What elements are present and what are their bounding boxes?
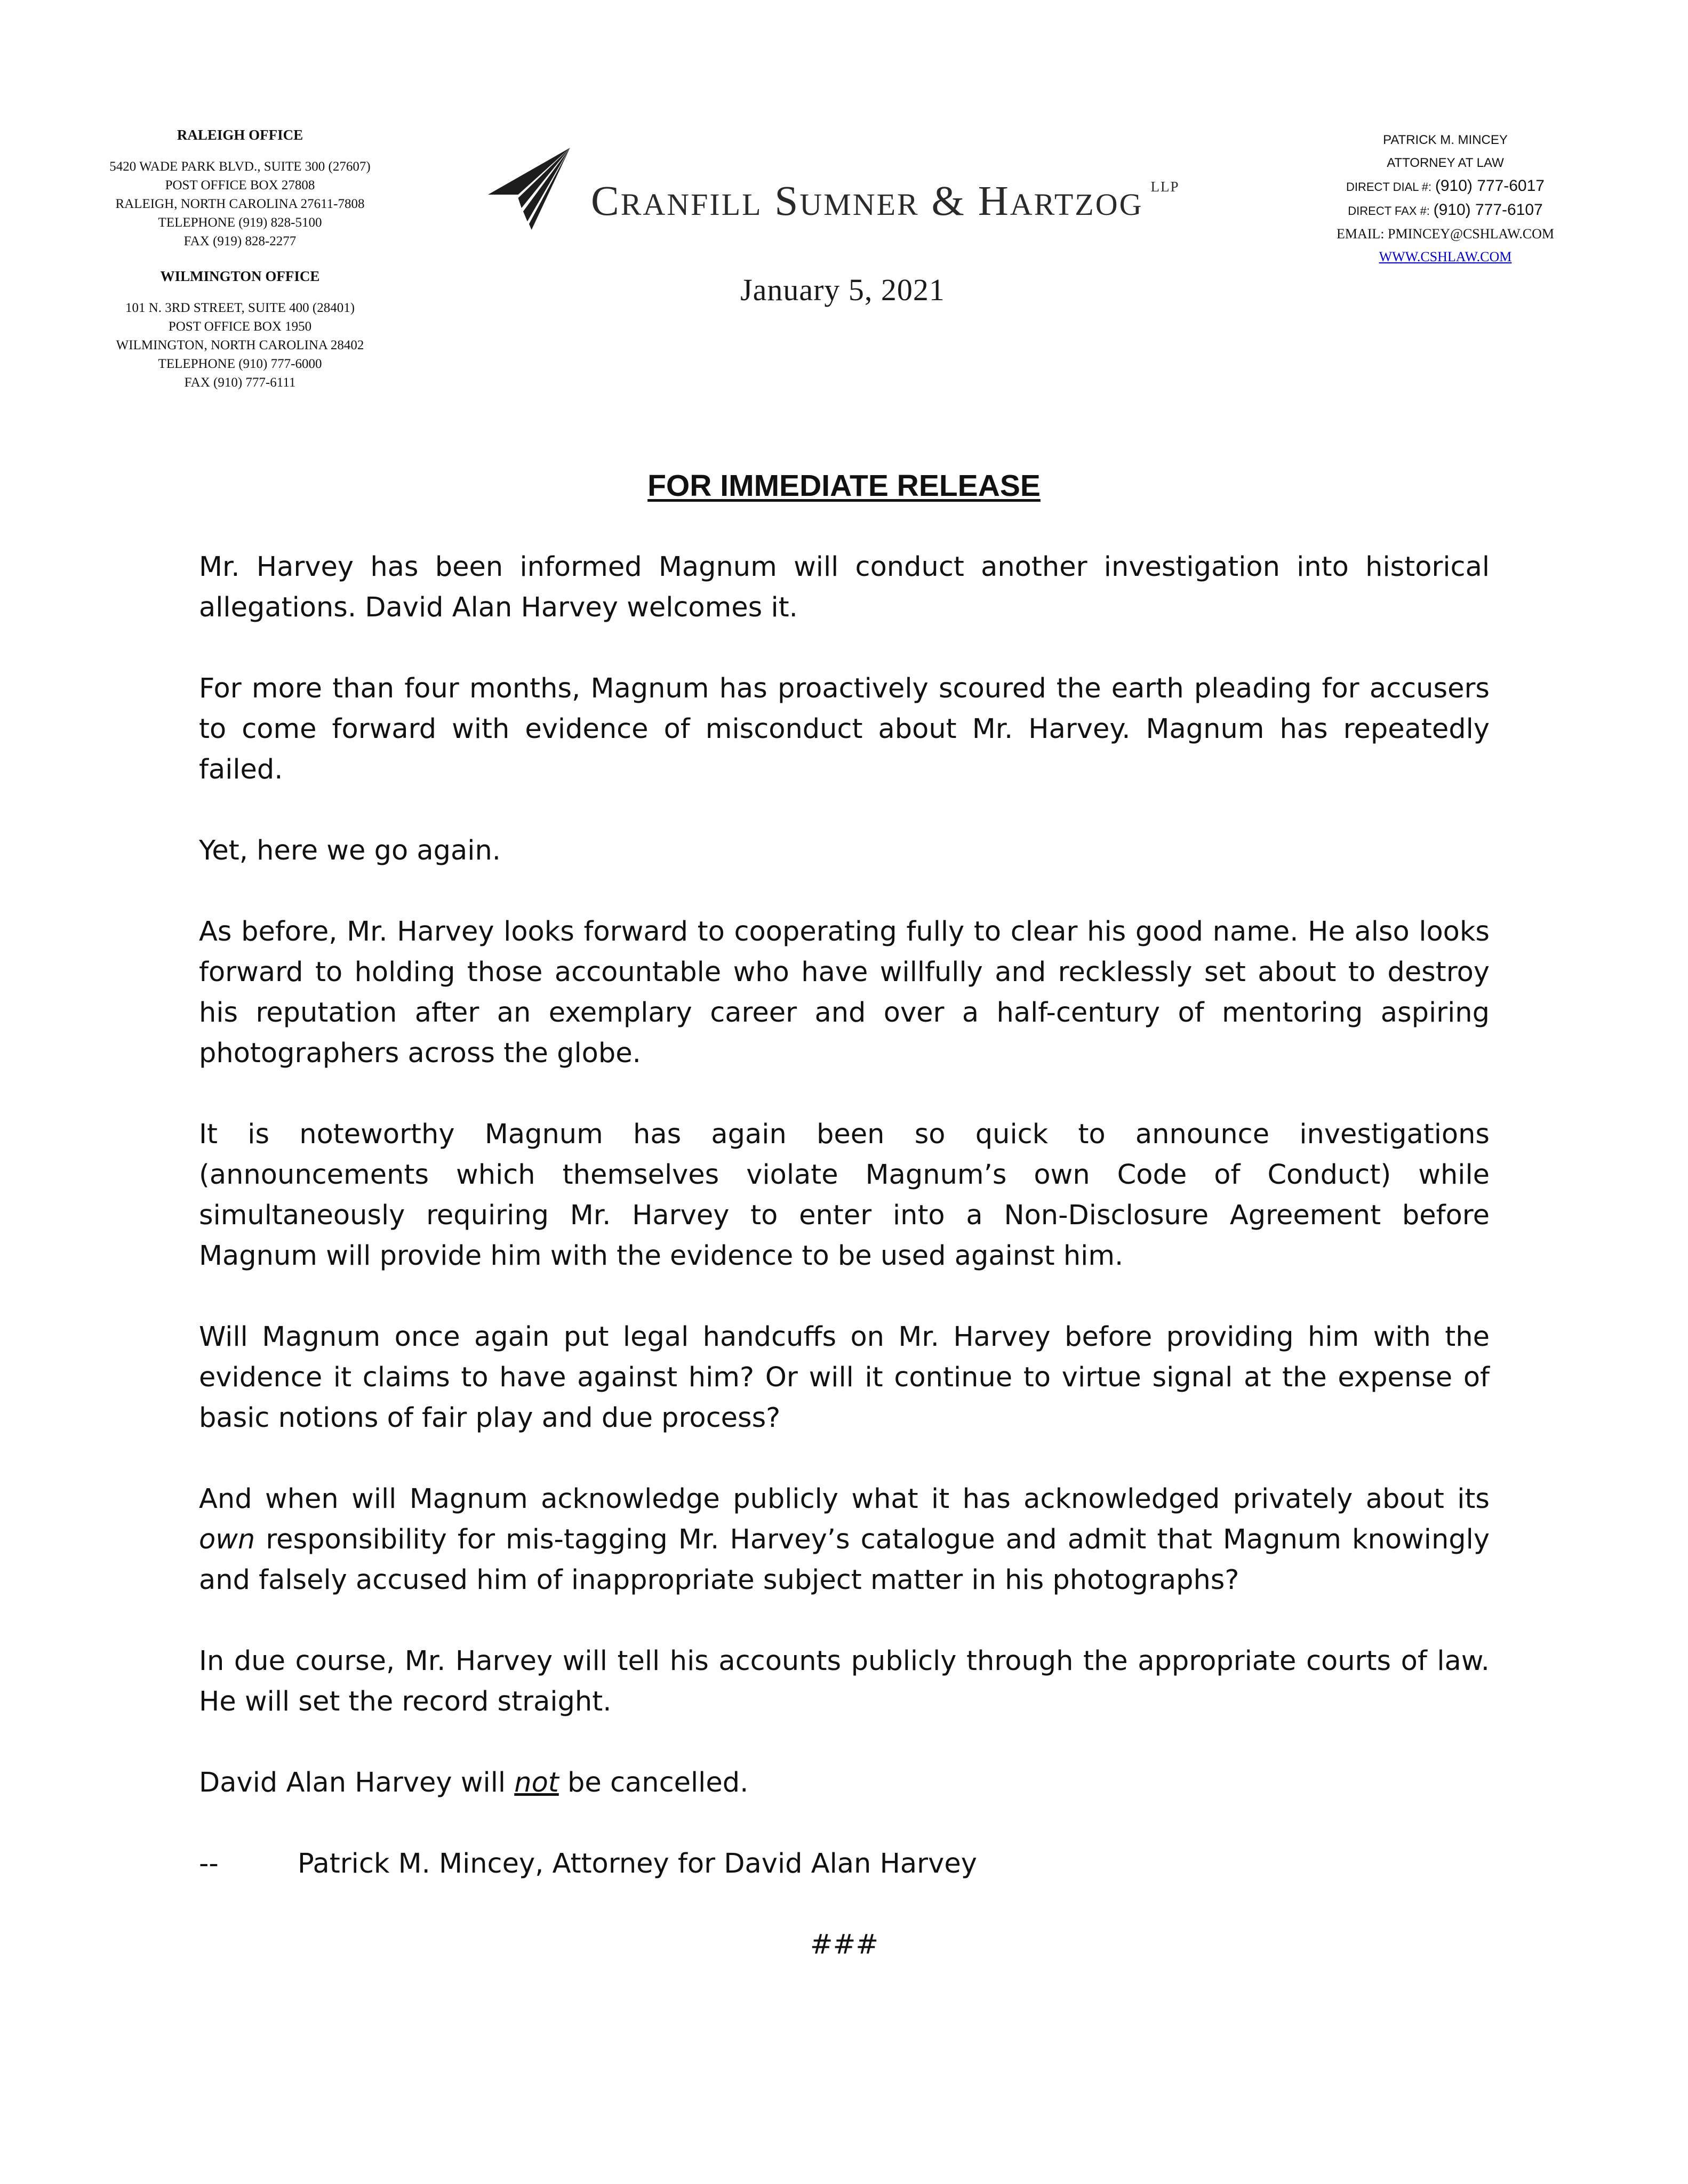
paragraph-7-start: And when will Magnum acknowledge publicly what it has acknowledged privately about its xyxy=(199,1483,1490,1515)
direct-fax xyxy=(1307,198,1584,222)
paragraph-7 xyxy=(199,1479,1490,1601)
direct-fax-number: (910) 777-6107 xyxy=(1433,201,1543,219)
firm-initial-h: H xyxy=(978,178,1010,224)
wilmington-fax: FAX (910) 777-6111 xyxy=(184,375,296,390)
wilmington-po-box: POST OFFICE BOX 1950 xyxy=(168,319,312,334)
raleigh-office-title: RALEIGH OFFICE xyxy=(177,127,303,143)
raleigh-address-line: 5420 WADE PARK BLVD., SUITE 300 (27607) xyxy=(109,159,371,174)
paragraph-7-end: responsibility for mis-tagging Mr. Harvey’s catalogue and admit that Magnum knowingly and falsely accused him of inappropriate subject matter in his photographs? xyxy=(199,1524,1490,1596)
signature-line xyxy=(199,1844,1490,1884)
attorney-email: EMAIL: PMINCEY@CSHLAW.COM xyxy=(1336,226,1555,242)
emphasis-own: own xyxy=(199,1524,255,1555)
firm-word-artzog: ARTZOG xyxy=(1010,187,1143,222)
firm-name xyxy=(591,163,1199,229)
wilmington-city: WILMINGTON, NORTH CAROLINA 28402 xyxy=(116,338,364,352)
firm-word-umner: UMNER xyxy=(799,187,919,222)
paragraph-4: As before, Mr. Harvey looks forward to cooperating fully to clear his good name. He also looks forward to holding those accountable who have willfully and recklessly set about to destroy his reputation after an exemplary career and over a half-century of mentoring aspiring photographers across the globe. xyxy=(199,916,1490,1069)
paragraph-9 xyxy=(199,1763,1490,1803)
raleigh-city: RALEIGH, NORTH CAROLINA 27611-7808 xyxy=(115,197,365,211)
letter-date: January 5, 2021 xyxy=(740,272,945,307)
wilmington-office-title: WILMINGTON OFFICE xyxy=(160,268,320,284)
wilmington-address-line: 101 N. 3RD STREET, SUITE 400 (28401) xyxy=(125,301,355,315)
raleigh-office-address xyxy=(75,157,405,251)
firm-word-ranfill: RANFILL xyxy=(620,187,763,222)
paragraph-1: Mr. Harvey has been informed Magnum will conduct another investigation into historical allegations. David Alan Harvey welcomes it. xyxy=(199,551,1490,623)
firm-website-link[interactable]: WWW.CSHLAW.COM xyxy=(1379,249,1512,264)
wilmington-telephone: TELEPHONE (910) 777-6000 xyxy=(158,357,322,371)
end-mark: ### xyxy=(810,1929,879,1961)
direct-fax-label: DIRECT FAX #: xyxy=(1348,204,1430,218)
direct-dial xyxy=(1307,174,1584,198)
wilmington-office-address xyxy=(75,299,405,392)
paper-plane-logo-icon xyxy=(488,146,572,230)
signature-dash: -- xyxy=(199,1848,219,1880)
attorney-name: PATRICK M. MINCEY xyxy=(1383,133,1508,147)
raleigh-telephone: TELEPHONE (919) 828-5100 xyxy=(158,215,322,230)
release-body xyxy=(199,547,1490,2006)
paragraph-6: Will Magnum once again put legal handcuffs on Mr. Harvey before providing him with the evidence it claims to have against him? Or will it continue to virtue signal at the expense of basic notions of fair play and due process? xyxy=(199,1321,1490,1434)
paragraph-9-start: David Alan Harvey will xyxy=(199,1767,515,1798)
office-addresses xyxy=(75,126,405,392)
paragraph-3: Yet, here we go again. xyxy=(199,835,501,866)
attorney-contact xyxy=(1307,129,1584,268)
signature-text: Patrick M. Mincey, Attorney for David Alan Harvey xyxy=(298,1848,977,1880)
firm-ampersand: & xyxy=(931,178,966,224)
paragraph-9-end: be cancelled. xyxy=(558,1767,749,1798)
emphasis-not: not xyxy=(514,1767,559,1798)
firm-initial-c: C xyxy=(591,178,621,224)
attorney-title: ATTORNEY AT LAW xyxy=(1387,156,1504,170)
raleigh-fax: FAX (919) 828-2277 xyxy=(183,234,297,248)
raleigh-po-box: POST OFFICE BOX 27808 xyxy=(165,178,315,192)
paragraph-8: In due course, Mr. Harvey will tell his accounts publicly through the appropriate courts of law. He will set the record straight. xyxy=(199,1645,1490,1717)
direct-dial-number: (910) 777-6017 xyxy=(1435,177,1545,195)
release-title: FOR IMMEDIATE RELEASE xyxy=(647,469,1041,503)
paragraph-5: It is noteworthy Magnum has again been so quick to announce investigations (announcements which themselves violate Magnum’s own Code of Conduct) while simultaneously requiring Mr. Harvey to enter into a Non-Disclosure Agreement before Magnum will provide him with the evidence to be used against him. xyxy=(199,1119,1490,1272)
firm-llp: LLP xyxy=(1150,179,1180,195)
firm-initial-s: S xyxy=(774,178,800,224)
direct-dial-label: DIRECT DIAL #: xyxy=(1346,180,1432,194)
paragraph-2: For more than four months, Magnum has proactively scoured the earth pleading for accusers to come forward with evidence of misconduct about Mr. Harvey. Magnum has repeatedly failed. xyxy=(199,673,1490,785)
